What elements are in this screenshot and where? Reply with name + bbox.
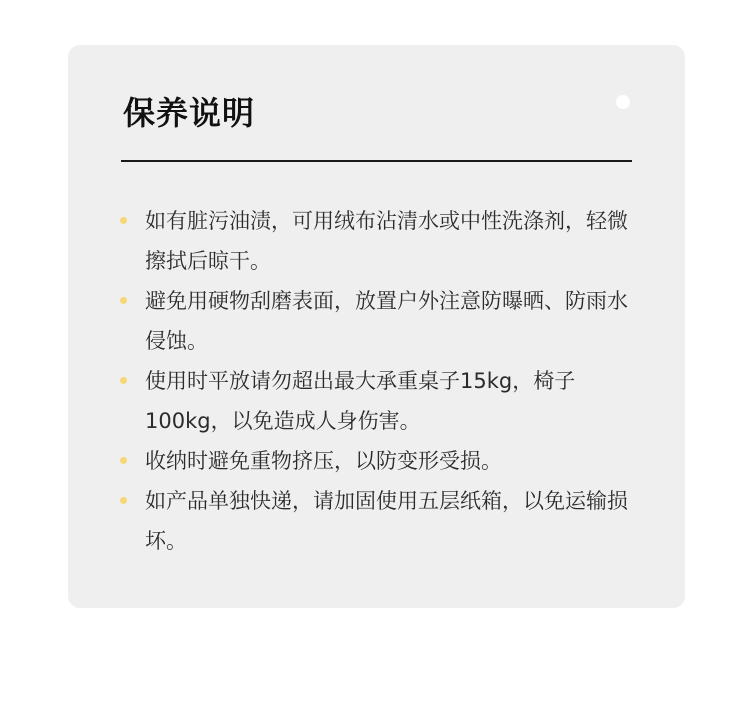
- care-item-text: 如有脏污油渍，可用绒布沾清水或中性洗涤剂，轻微擦拭后晾干。: [145, 209, 628, 273]
- care-item-text: 收纳时避免重物挤压，以防变形受损。: [145, 449, 502, 473]
- title-divider: [121, 160, 632, 162]
- care-title: 保养说明: [123, 94, 256, 132]
- care-item-text: 避免用硬物刮磨表面，放置户外注意防曝晒、防雨水侵蚀。: [145, 289, 628, 353]
- bullet-dot-icon: [120, 217, 127, 224]
- care-item-load: [120, 361, 640, 441]
- care-item-cleaning: [120, 201, 640, 281]
- bullet-dot-icon: [120, 297, 127, 304]
- care-item-text: 如产品单独快递，请加固使用五层纸箱，以免运输损坏。: [145, 489, 628, 553]
- decorative-dot: [616, 95, 630, 109]
- bullet-dot-icon: [120, 457, 127, 464]
- care-item-shipping: [120, 481, 640, 561]
- bullet-dot-icon: [120, 377, 127, 384]
- care-item-text: 使用时平放请勿超出最大承重桌子15kg，椅子100kg，以免造成人身伤害。: [145, 369, 576, 433]
- care-item-storage: [120, 441, 640, 481]
- bullet-dot-icon: [120, 497, 127, 504]
- care-list: [120, 201, 640, 561]
- care-item-surface: [120, 281, 640, 361]
- care-instructions-card: [68, 45, 685, 608]
